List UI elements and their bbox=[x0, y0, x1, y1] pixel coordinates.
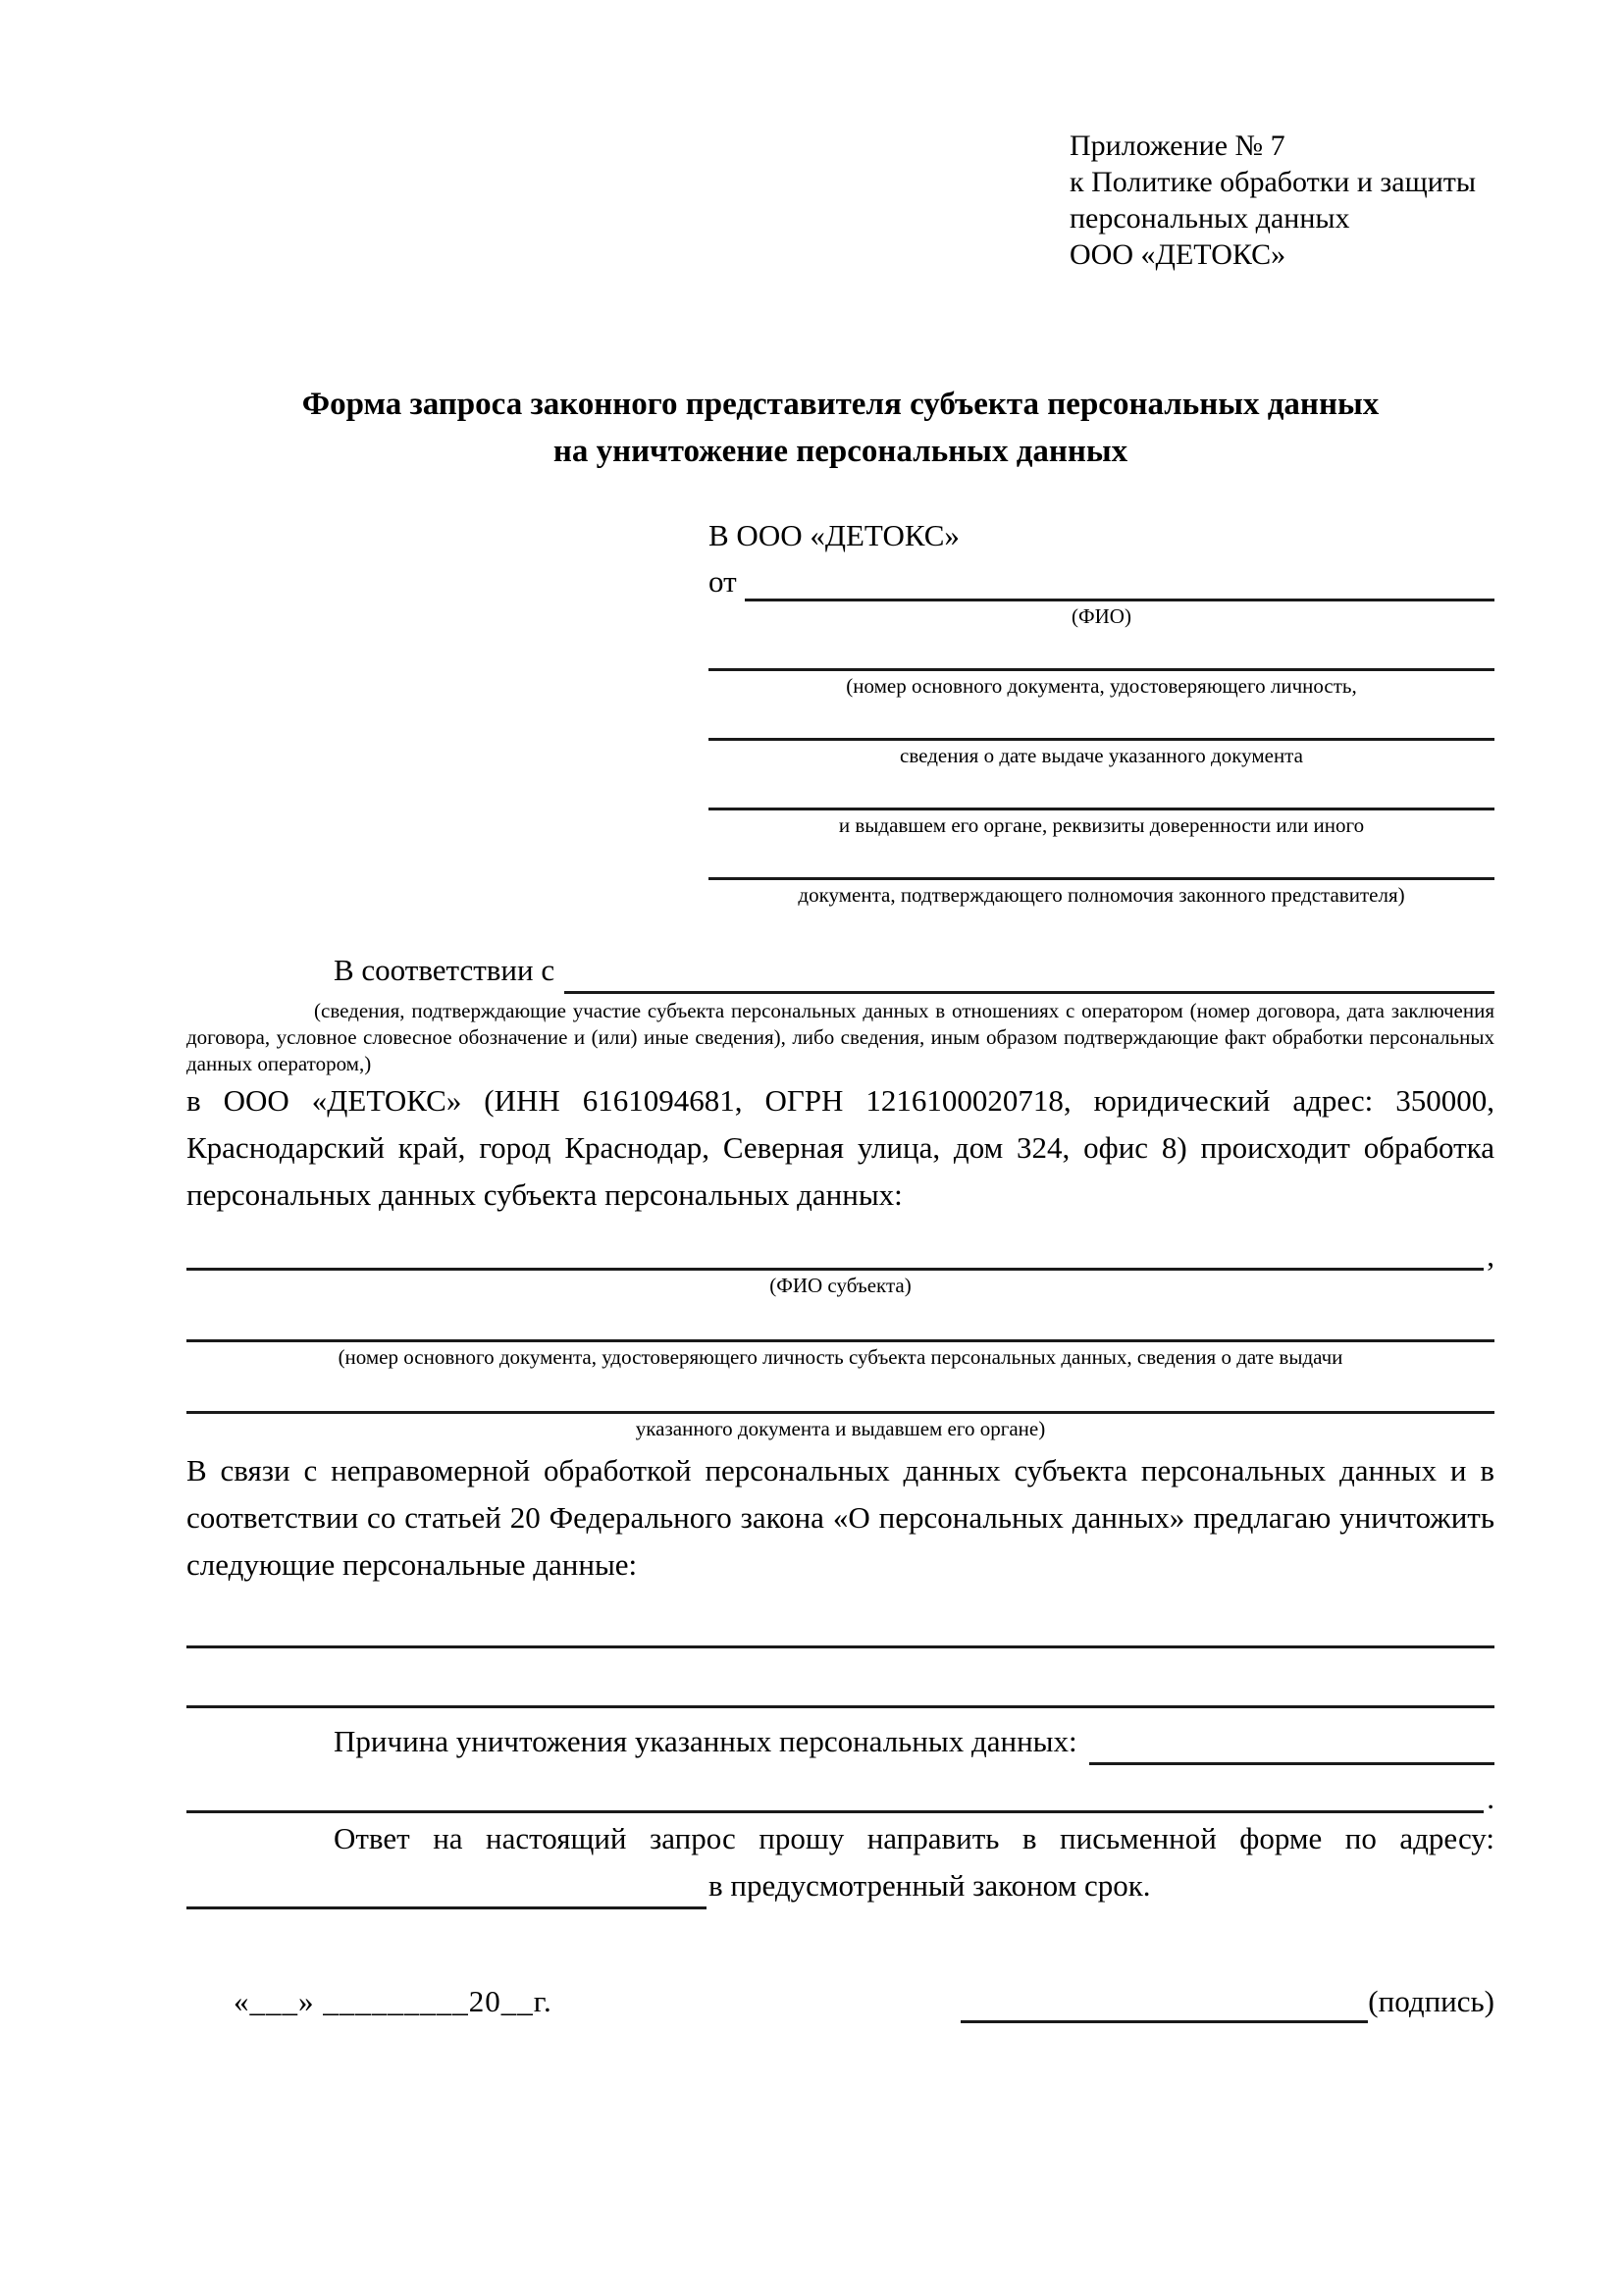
according-blank[interactable] bbox=[564, 954, 1494, 994]
representative-doc-blank[interactable] bbox=[708, 629, 1494, 671]
field-caption: сведения о дате выдаче указанного документа bbox=[900, 744, 1303, 767]
subject-doc-blank[interactable] bbox=[186, 1370, 1494, 1414]
field-caption: и выдавшем его органе, реквизиты доверенности или иного bbox=[838, 813, 1365, 837]
reply-paragraph: Ответ на настоящий запрос прошу направить в письменной форме по адресу: bbox=[334, 1821, 1494, 1855]
representative-doc-field bbox=[708, 699, 1494, 768]
page-title-line-1: Форма запроса законного представителя субъекта персональных данных bbox=[301, 387, 1380, 422]
subject-doc-caption: (номер основного документа, удостоверяющего личность субъекта персональных данных, сведения о дате выдачи bbox=[338, 1345, 1343, 1369]
fio-caption: (ФИО) bbox=[1072, 604, 1131, 628]
subject-fio-blank[interactable] bbox=[186, 1234, 1484, 1271]
reply-address-blank[interactable] bbox=[186, 1869, 707, 1909]
personal-data-blank[interactable] bbox=[186, 1608, 1494, 1648]
signature-row bbox=[186, 1980, 1494, 2023]
subject-fio-field bbox=[186, 1234, 1494, 1271]
operator-paragraph: в ООО «ДЕТОКС» (ИНН 6161094681, ОГРН 1216100020718, юридический адрес: 350000, Краснодарский край, город Краснодар, Северная улица, дом 324, офис 8) происходит обработка персональных данных субъекта персональных данных: bbox=[186, 1083, 1494, 1212]
according-note: (сведения, подтверждающие участие субъекта персональных данных в отношениях с оператором (номер договора, дата заключения договора, условное словесное обозначение и (или) иные сведения), либо сведения, иным образом подтверждающие факт обработки персональных данных оператором,) bbox=[186, 999, 1494, 1075]
page-title bbox=[186, 381, 1494, 475]
appendix-line: персональных данных bbox=[1070, 202, 1350, 235]
reason-label: Причина уничтожения указанных персональных данных: bbox=[334, 1724, 1077, 1758]
subject-doc-blank[interactable] bbox=[186, 1298, 1494, 1342]
reason-continuation-blank[interactable] bbox=[186, 1773, 1484, 1813]
representative-doc-field bbox=[708, 629, 1494, 699]
appendix-line: к Политике обработки и защиты bbox=[1070, 166, 1477, 198]
recipient-block bbox=[708, 514, 1494, 908]
personal-data-blank[interactable] bbox=[186, 1668, 1494, 1708]
according-label: В соответствии с bbox=[334, 953, 555, 987]
subject-doc-field bbox=[186, 1370, 1494, 1441]
field-caption: (номер основного документа, удостоверяющего личность, bbox=[846, 674, 1357, 698]
subject-doc-caption: указанного документа и выдавшем его органе) bbox=[635, 1417, 1046, 1440]
signature-field bbox=[961, 1980, 1494, 2023]
representative-fio-blank[interactable] bbox=[745, 561, 1494, 601]
from-field bbox=[708, 561, 1494, 601]
date-field[interactable]: «___» _________20__г. bbox=[234, 1984, 552, 2018]
comma-mark: , bbox=[1487, 1238, 1494, 1273]
reason-continuation-field bbox=[186, 1773, 1494, 1813]
reply-address-field bbox=[186, 1862, 1494, 1909]
reply-tail-text: в предусмотренный законом срок. bbox=[708, 1868, 1151, 1903]
appendix-block bbox=[1070, 128, 1494, 273]
subject-fio-caption: (ФИО субъекта) bbox=[769, 1274, 912, 1297]
according-field bbox=[186, 947, 1494, 994]
recipient-organization: В ООО «ДЕТОКС» bbox=[708, 518, 960, 552]
signature-blank[interactable] bbox=[961, 1981, 1368, 2023]
from-label: от bbox=[708, 564, 737, 599]
appendix-line: Приложение № 7 bbox=[1070, 130, 1285, 162]
representative-doc-field bbox=[708, 768, 1494, 838]
representative-doc-field bbox=[708, 838, 1494, 908]
subject-doc-field bbox=[186, 1298, 1494, 1370]
period-mark: . bbox=[1487, 1781, 1494, 1815]
reason-field bbox=[186, 1718, 1494, 1765]
field-caption: документа, подтверждающего полномочия законного представителя) bbox=[798, 883, 1405, 907]
signature-caption: (подпись) bbox=[1368, 1984, 1494, 2018]
reason-blank[interactable] bbox=[1089, 1725, 1494, 1765]
demand-paragraph: В связи с неправомерной обработкой персональных данных субъекта персональных данных и в соответствии со статьей 20 Федерального закона «О персональных данных» предлагаю уничтожить следующие персональные данные: bbox=[186, 1453, 1494, 1582]
representative-doc-blank[interactable] bbox=[708, 768, 1494, 810]
page-title-line-2: на уничтожение персональных данных bbox=[552, 434, 1128, 469]
representative-doc-blank[interactable] bbox=[708, 838, 1494, 880]
appendix-line: ООО «ДЕТОКС» bbox=[1070, 238, 1286, 271]
representative-doc-blank[interactable] bbox=[708, 699, 1494, 741]
